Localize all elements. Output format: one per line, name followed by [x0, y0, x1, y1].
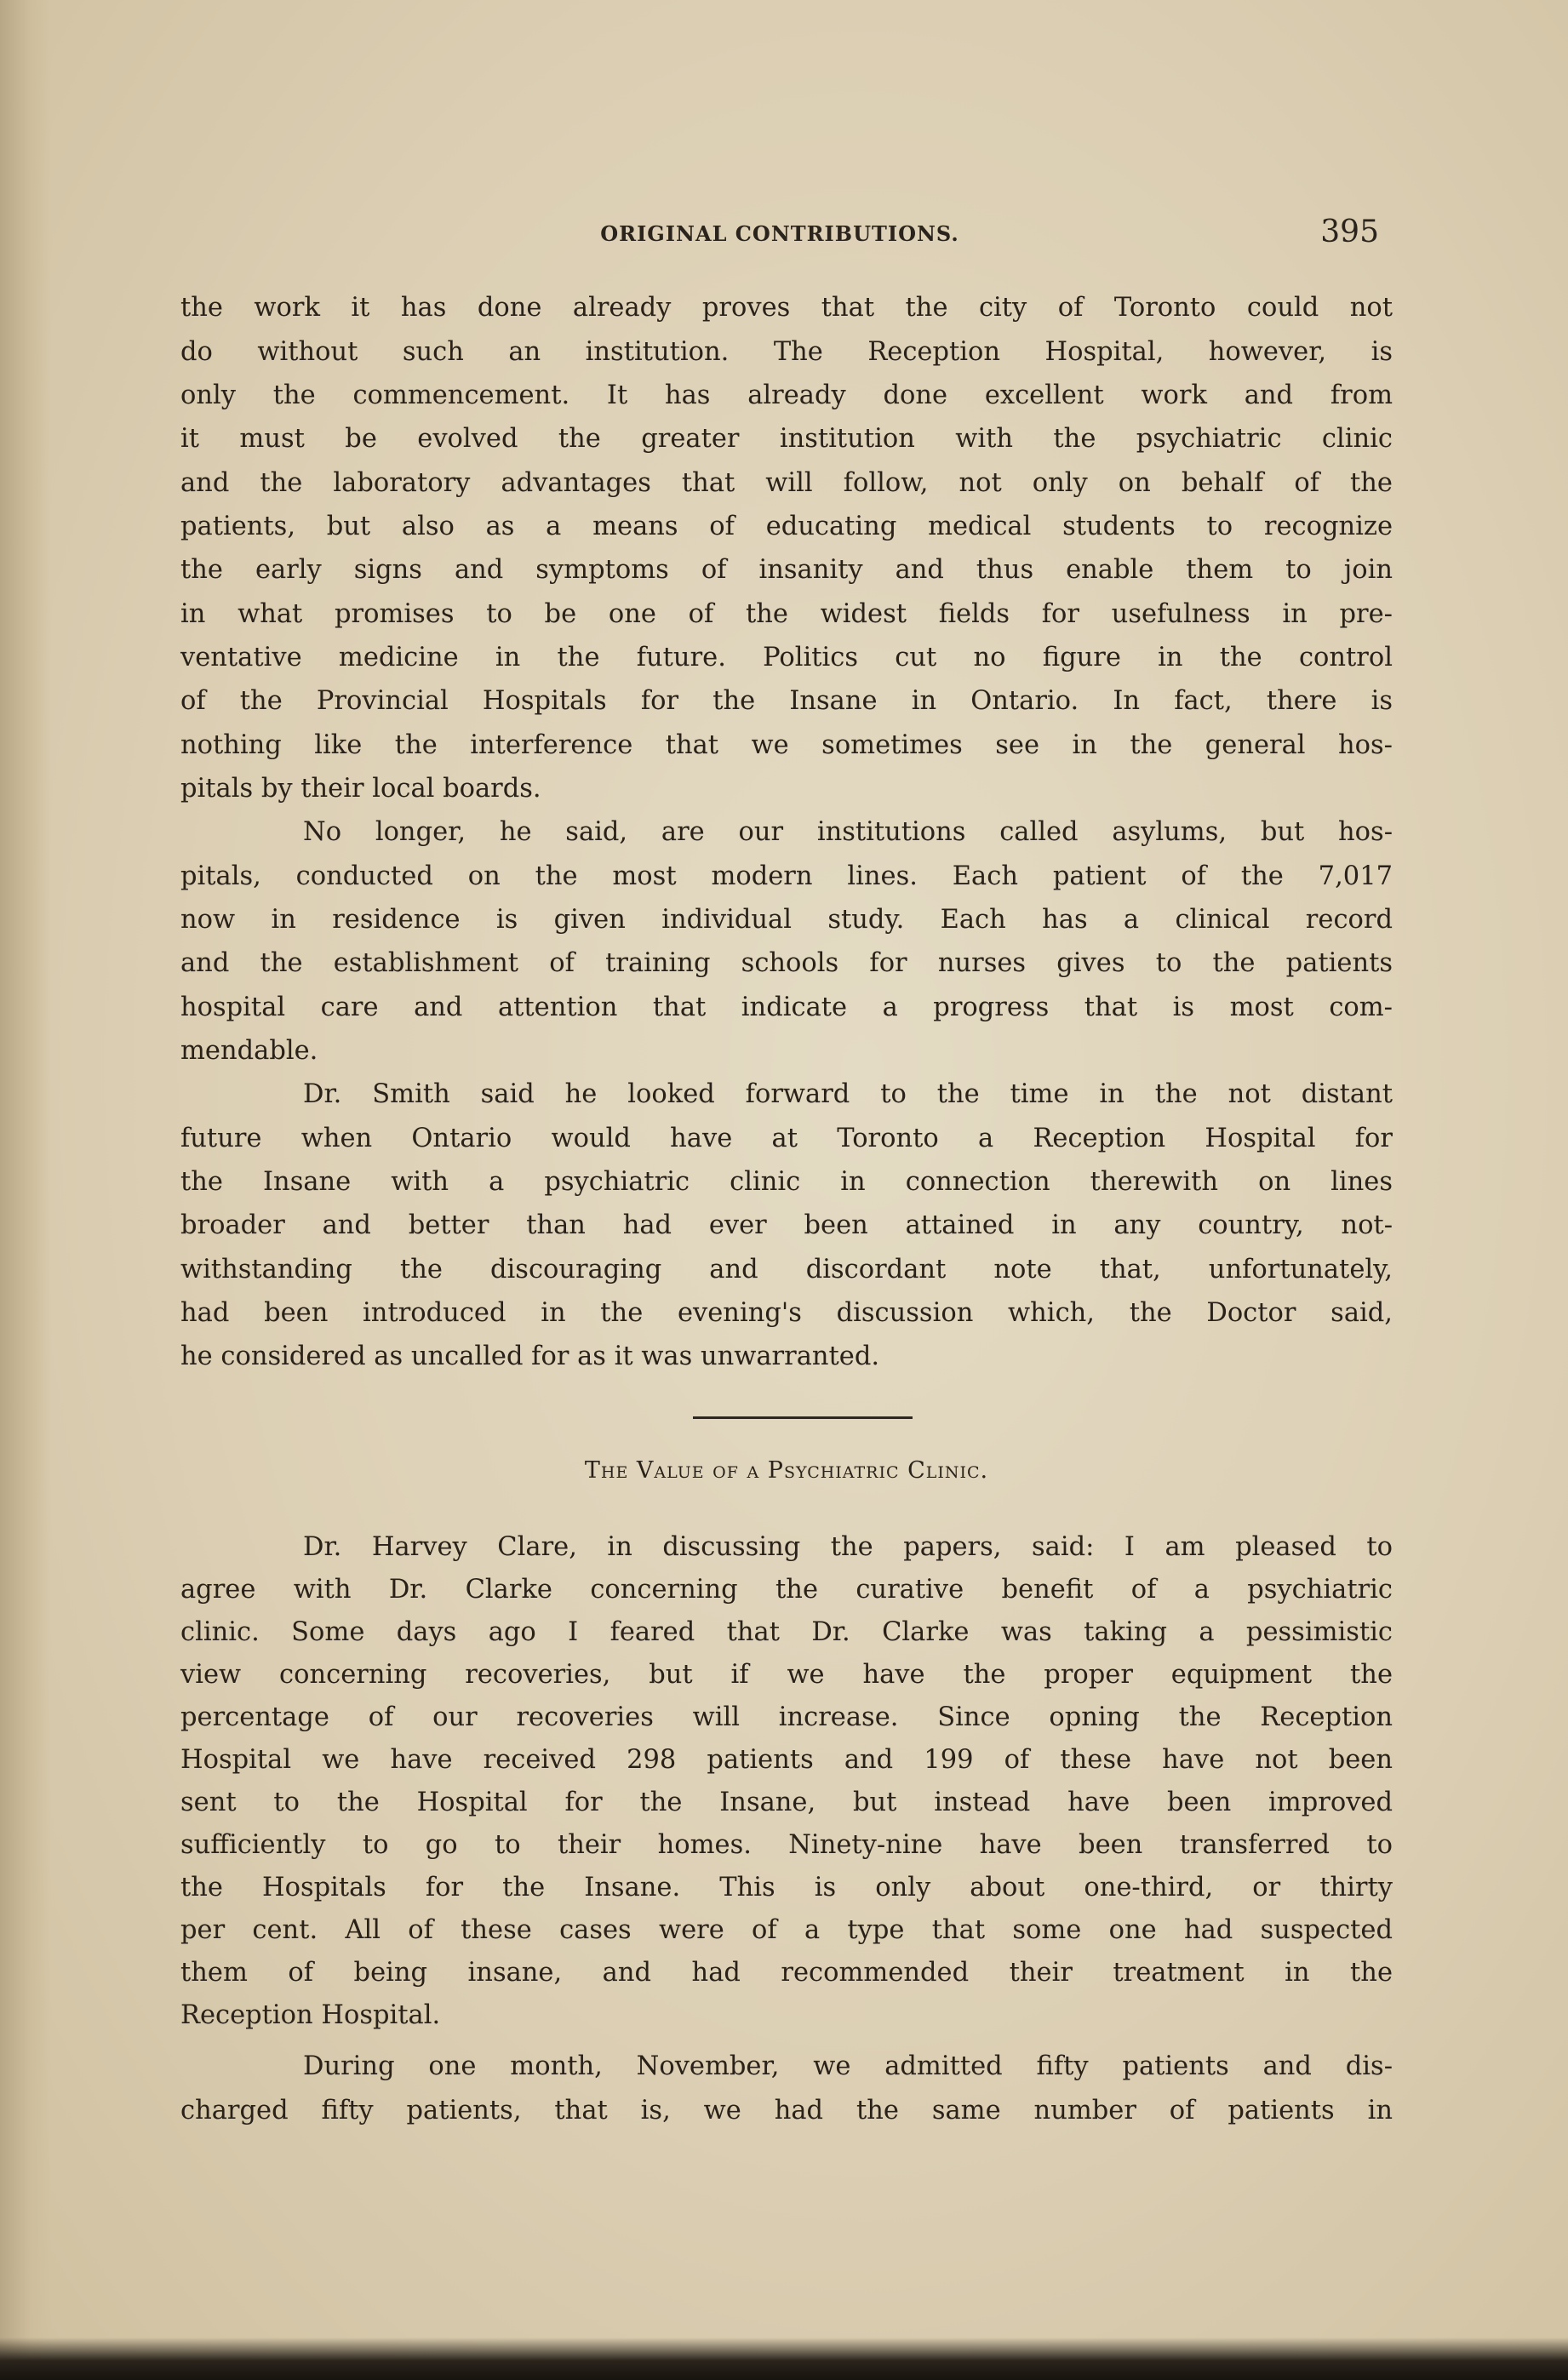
text-line: view concerning recoveries, but if we have the proper equipment the: [180, 1660, 1393, 1690]
binding-shadow: [0, 0, 51, 2380]
page-bottom-shadow: [0, 2337, 1568, 2380]
text-line: now in residence is given individual study. Each has a clinical record: [180, 905, 1393, 935]
text-line: had been introduced in the evening's discussion which, the Doctor said,: [180, 1298, 1393, 1328]
text-line: percentage of our recoveries will increase. Since opning the Reception: [180, 1702, 1393, 1732]
text-line: hospital care and attention that indicate a progress that is most com-: [180, 993, 1393, 1022]
text-line: withstanding the discouraging and discordant note that, unfortunately,: [180, 1255, 1393, 1284]
text-line: of the Provincial Hospitals for the Insane in Ontario. In fact, there is: [180, 686, 1393, 716]
text-line-last: he considered as uncalled for as it was unwarranted.: [180, 1342, 880, 1371]
paragraph-first-line: Dr. Smith said he looked forward to the time in the not distant: [303, 1079, 1393, 1109]
text-line: the Insane with a psychiatric clinic in connection therewith on lines: [180, 1167, 1393, 1197]
text-line: clinic. Some days ago I feared that Dr. Clarke was taking a pessimistic: [180, 1617, 1393, 1647]
text-line: Hospital we have received 298 patients and 199 of these have not been: [180, 1745, 1393, 1775]
running-header: [180, 215, 1379, 257]
text-line: do without such an institution. The Reception Hospital, however, is: [180, 337, 1393, 367]
text-line: the early signs and symptoms of insanity and thus enable them to join: [180, 555, 1393, 585]
text-line: pitals, conducted on the most modern lines. Each patient of the 7,017: [180, 861, 1393, 891]
text-line: the Hospitals for the Insane. This is only about one-third, or thirty: [180, 1873, 1393, 1902]
page-number: 395: [1320, 215, 1379, 249]
paragraph-first-line: No longer, he said, are our institutions called asylums, but hos-: [303, 817, 1393, 847]
text-line: agree with Dr. Clarke concerning the curative benefit of a psychiatric: [180, 1575, 1393, 1605]
text-line: them of being insane, and had recommended their treatment in the: [180, 1958, 1393, 1988]
text-line: in what promises to be one of the widest fields for usefulness in pre-: [180, 599, 1393, 629]
paragraph-first-line: Dr. Harvey Clare, in discussing the papers, said: I am pleased to: [303, 1532, 1393, 1562]
text-line-last: pitals by their local boards.: [180, 774, 541, 804]
text-line: charged fifty patients, that is, we had the same number of patients in: [180, 2096, 1393, 2125]
text-line: ventative medicine in the future. Politics cut no figure in the control: [180, 643, 1393, 672]
text-line: patients, but also as a means of educating medical students to recognize: [180, 512, 1393, 541]
text-line: the work it has done already proves that the city of Toronto could not: [180, 293, 1393, 323]
text-line: and the establishment of training schools for nurses gives to the patients: [180, 948, 1393, 978]
text-line: future when Ontario would have at Toronto a Reception Hospital for: [180, 1124, 1393, 1153]
text-line-last: mendable.: [180, 1036, 318, 1066]
section-heading: The Value of a Psychiatric Clinic.: [584, 1457, 989, 1484]
text-line: and the laboratory advantages that will follow, not only on behalf of the: [180, 468, 1393, 498]
text-line-last: Reception Hospital.: [180, 2000, 441, 2030]
text-line: per cent. All of these cases were of a type that some one had suspected: [180, 1915, 1393, 1945]
section-divider: [693, 1416, 913, 1419]
text-line: only the commencement. It has already done excellent work and from: [180, 380, 1393, 410]
paragraph-first-line: During one month, November, we admitted fifty patients and dis-: [303, 2051, 1393, 2081]
running-title: ORIGINAL CONTRIBUTIONS.: [600, 221, 959, 246]
text-line: broader and better than had ever been attained in any country, not-: [180, 1210, 1393, 1240]
text-line: it must be evolved the greater institution with the psychiatric clinic: [180, 424, 1393, 454]
text-line: sent to the Hospital for the Insane, but instead have been improved: [180, 1788, 1393, 1817]
text-line: nothing like the interference that we sometimes see in the general hos-: [180, 730, 1393, 760]
text-line: sufficiently to go to their homes. Ninety-nine have been transferred to: [180, 1830, 1393, 1860]
